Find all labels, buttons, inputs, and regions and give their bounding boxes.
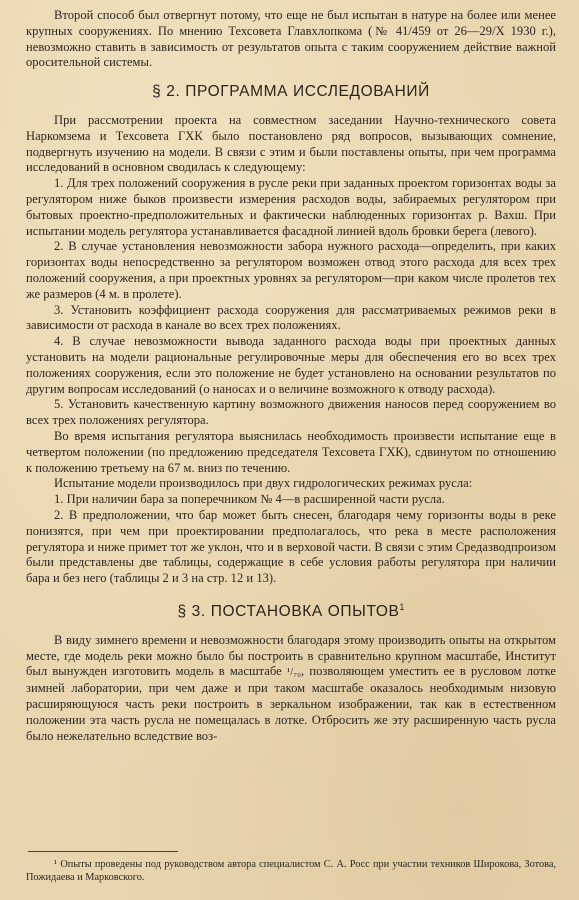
regimes-intro-paragraph: Испытание модели производилось при двух гидрологических режимах русла:: [54, 476, 473, 491]
footnote-marker: 1: [399, 601, 405, 612]
section-3-heading-text: § 3. ПОСТАНОВКА ОПЫТОВ: [177, 603, 400, 621]
regime-item-2: 2. В предположении, что бар может быть снесен, благодаря чему горизонты воды в реке понизятся, при чем при проектировании предполагалось, что река в месте расположения регулятора и ниже примет тот же уклон, что и в верховой части. В связи с этим Средазводпроизом были представлены две таблицы, содержащие в себе условия работы регулятора при наличии бара и без него (таблицы 2 и 3 на стр. 12 и 13).: [26, 507, 556, 586]
section-2-paragraph-intro: При рассмотрении проекта на совместном заседании Научно-технического совета Наркомзема и Техсовета ГХК было постановлено ряд вопросов, вызывающих сомнение, подвергнуть изучению на модели. В связи с этим и были поставлены опыты, при чем программа исследований в основном сводилась к следующему:: [26, 112, 556, 175]
program-item-2: 2. В случае установления невозможности забора нужного расхода—определить, при каких горизонтах воды непосредственно за регулятором возможен отвод этого расхода для всех трех положений сооружения, а при проектных уровнях за регулятором—при каком числе пролетов тех же размеров (4 м. в пролете).: [26, 239, 556, 301]
section-3-paragraph: [26, 633, 556, 745]
program-item-3: 3. Установить коэффициент расхода сооружения для рассматриваемых режимов реки в зависимости от расхода в канале во всех трех положениях.: [26, 302, 556, 333]
section-3-heading: [26, 600, 556, 620]
intro-paragraph: Второй способ был отвергнут потому, что еще не был испытан в натуре на более или менее крупных сооружениях. По мнению Техсовета Главхлопкома (№ 41/459 от 26—29/Х 1930 г.), невозможно ставить в зависимость от результатов опыта с таким сооружением действие важной оросительной системы.: [26, 8, 556, 70]
footnote: ¹ Опыты проведены под руководством автора специалистом С. А. Росс при участии техников Широкова, Зотова, Пожидаева и Марковского.: [26, 859, 556, 884]
footnote-divider: [28, 851, 178, 852]
program-item-1: 1. Для трех положений сооружения в русле реки при заданных проектом горизонтах воды за регулятором ниже быков произвести измерения расходов воды, забираемых регулятором при бытовых проектно-предположительных и фактически наблюденных горизонтах р. Вахш. При испытании модель регулятора устанавливается фасадной линией вдоль бровки берега (левого).: [26, 176, 556, 238]
model-scale: ¹/₇₀: [286, 666, 302, 679]
section-3-text-part2: , позволяющем уместить ее в русловом лотке зимней лаборатории, при чем даже и при таком масштабе оказалось необходимым низовую расширяющуюся часть реки построить в зеркальном изображении, так как в естественном положении эта часть русла не помещалась в лотке. Отбросить же эту расширенную часть русла было нежелательно вследствие воз-: [26, 664, 556, 743]
section-3-text-part1: В виду зимнего времени и невозможности благодаря этому производить опыты на открытом месте, где модель реки можно было бы построить в сравнительно крупном масштабе, Институт был вынужден изготовить модель в масштабе: [26, 632, 556, 679]
program-item-5: 5. Установить качественную картину возможного движения наносов перед сооружением во всех трех положениях регулятора.: [26, 397, 556, 428]
section-2-heading: § 2. ПРОГРАММА ИССЛЕДОВАНИЙ: [152, 83, 430, 101]
program-item-4: 4. В случае невозможности вывода заданного расхода воды при проектных данных установить на модели рациональные регулировочные меры для обеспечения его во всех трех положениях сооружения, если это положение не будет установлено на основании результатов по другим вопросам исследований (о наносах и о величине возможного к отводу расхода).: [26, 334, 556, 396]
regime-item-1: 1. При наличии бара за поперечником № 4—в расширенной части русла.: [54, 492, 445, 507]
fourth-position-paragraph: Во время испытания регулятора выяснилась необходимость произвести испытание еще в четвертом положении (по предложению председателя Техсовета ГХК), сдвинутом по отношению к положению третьему на 67 м. вниз по течению.: [26, 428, 556, 475]
page-body: [26, 8, 556, 744]
